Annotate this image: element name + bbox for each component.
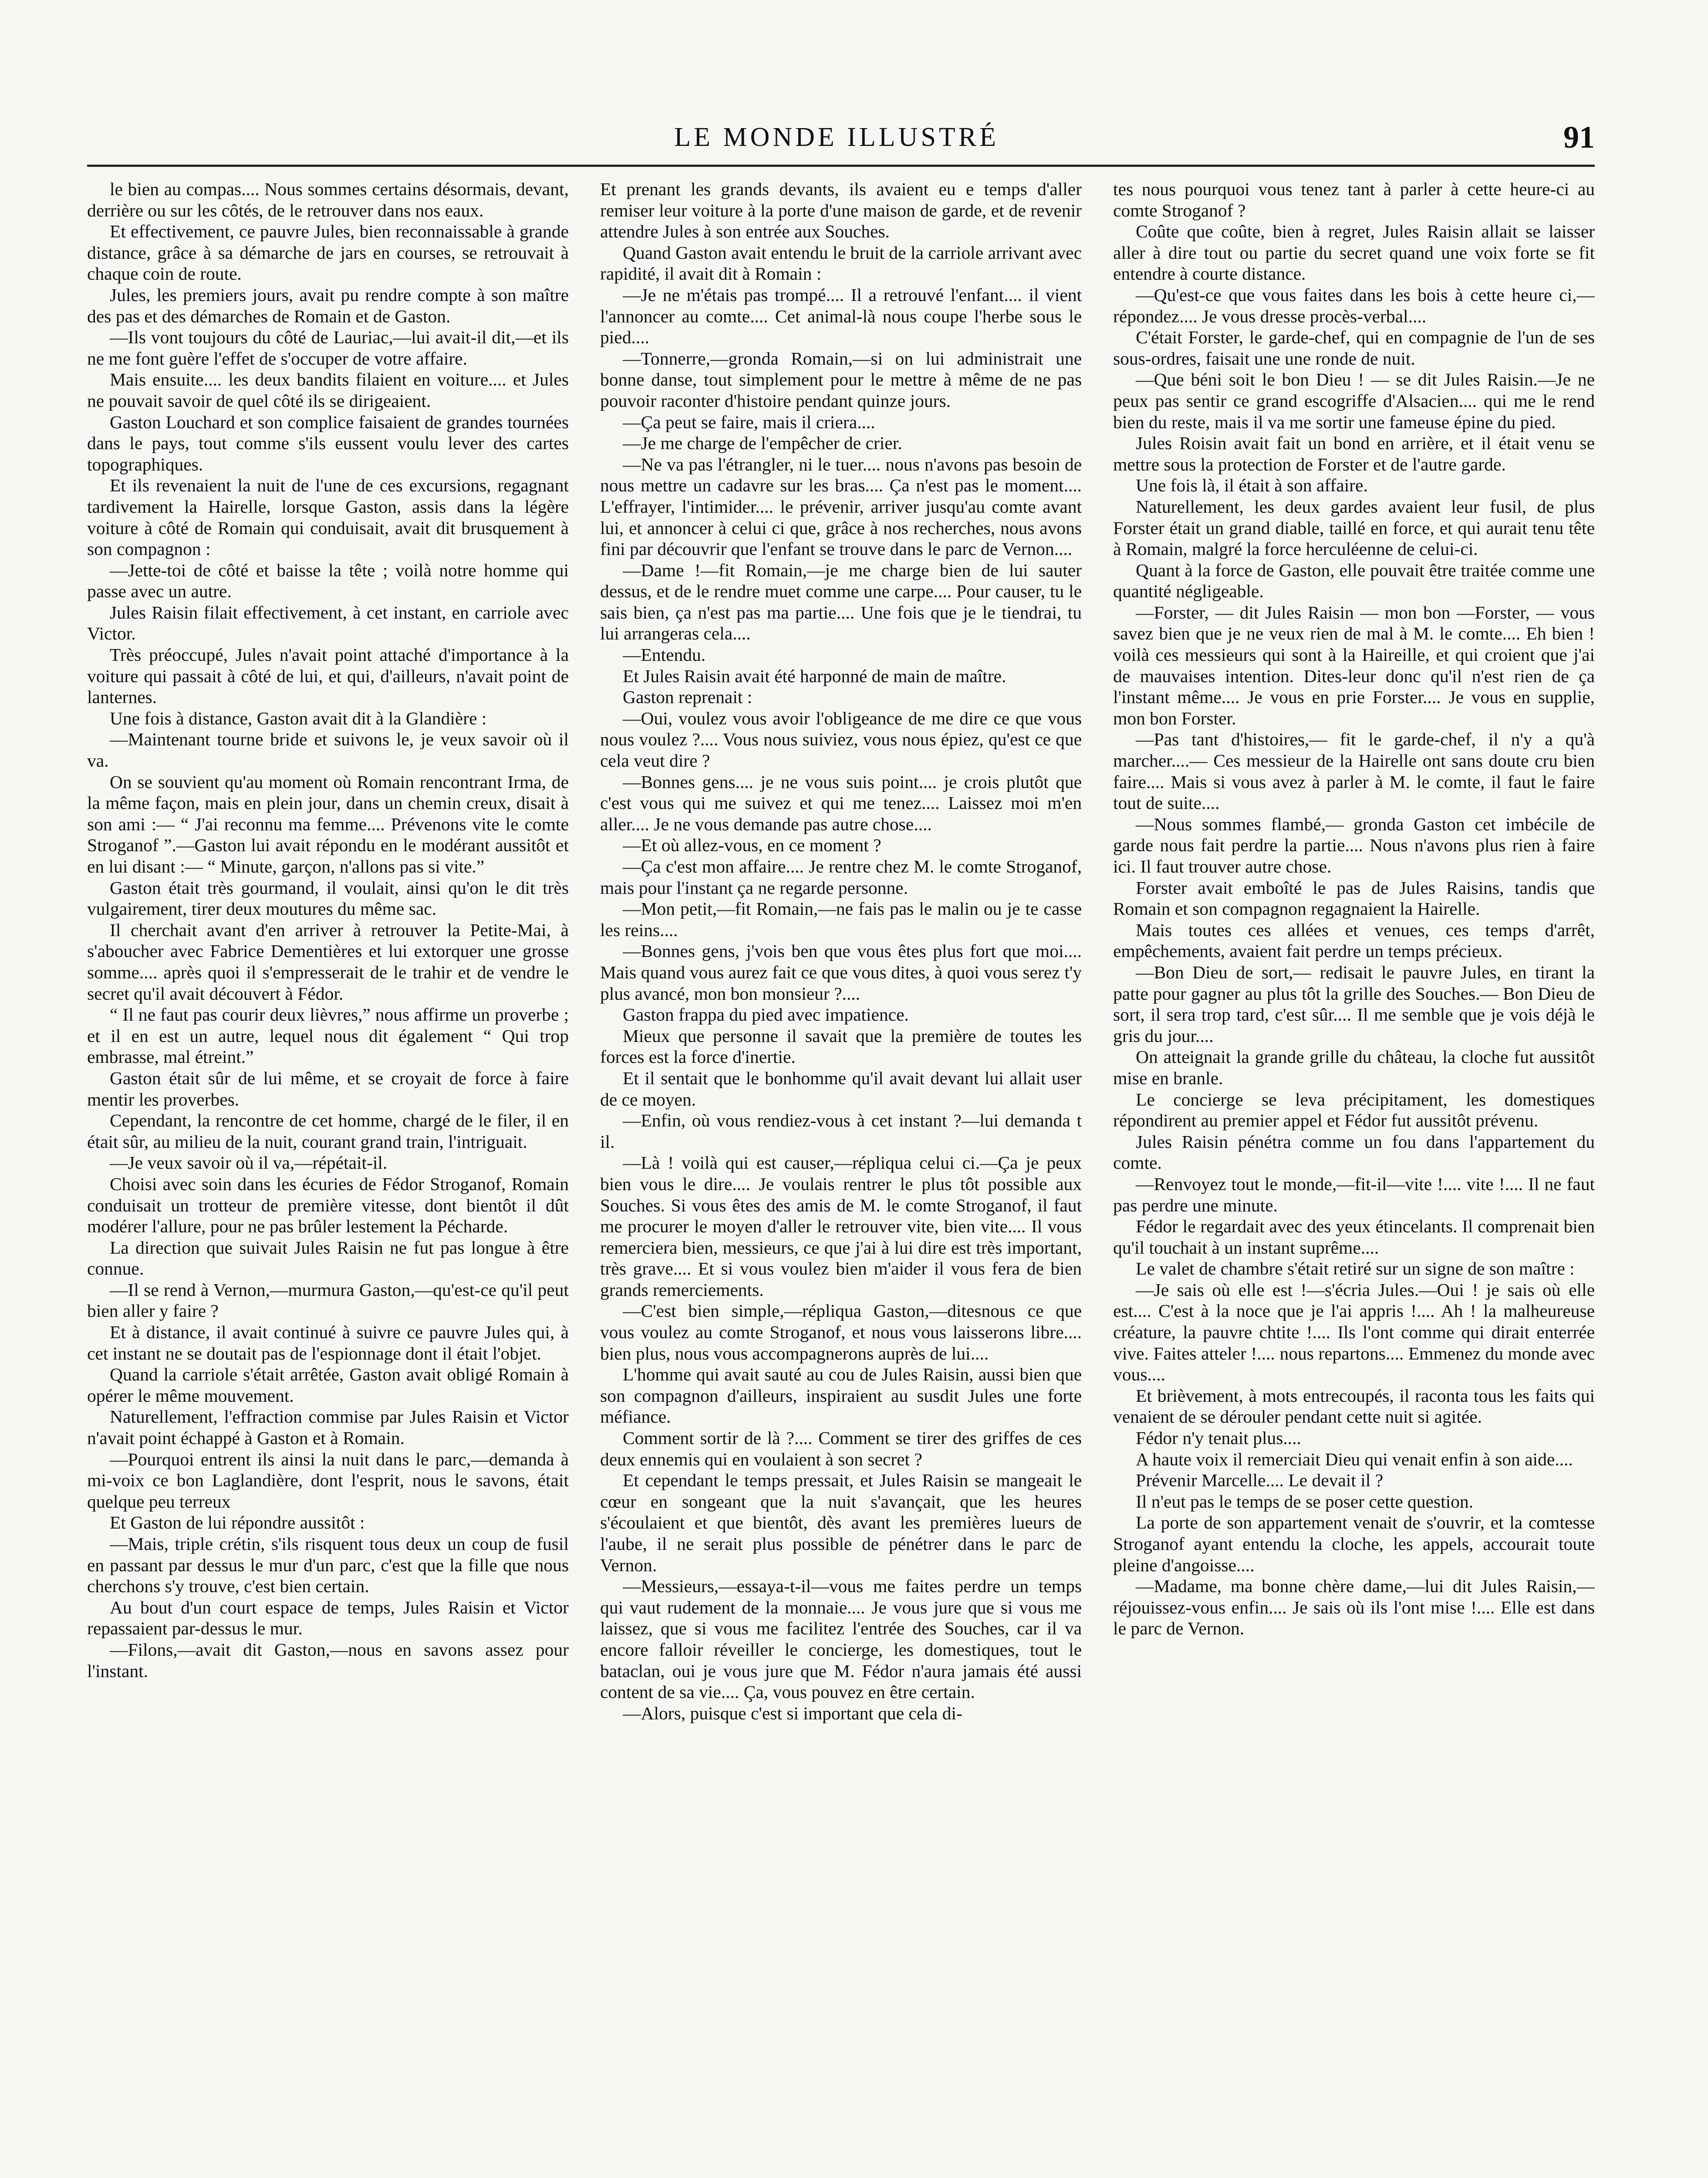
- paragraph: Et Jules Raisin avait été harponné de main de maître.: [623, 666, 1006, 686]
- paragraph: Jules, les premiers jours, avait pu rendre compte à son maître des pas et des démarches de Romain et de Gaston.: [87, 284, 569, 326]
- paragraph: Au bout d'un court espace de temps, Jules Raisin et Victor repassaient par-dessus le mur.: [87, 1597, 569, 1639]
- paragraph: Mais toutes ces allées et venues, ces temps d'arrêt, empêchements, avaient fait perdre un temps précieux.: [1113, 920, 1595, 961]
- paragraph: —Et où allez-vous, en ce moment ?: [623, 835, 881, 856]
- paragraph: Naturellement, l'effraction commise par Jules Raisin et Victor n'avait point échappé à Gaston et à Romain.: [87, 1407, 569, 1448]
- masthead: [78, 122, 1595, 170]
- paragraph: Et Gaston de lui répondre aussitôt :: [110, 1512, 365, 1533]
- paragraph: —Maintenant tourne bride et suivons le, je veux savoir où il va.: [87, 729, 569, 771]
- paragraph: —Filons,—avait dit Gaston,—nous en savons assez pour l'instant.: [87, 1639, 569, 1681]
- paragraph: —Madame, ma bonne chère dame,—lui dit Jules Raisin,—réjouissez-vous enfin.... Je sais où ils l'ont mise !.... Elle est dans le parc de Vernon.: [1113, 1576, 1595, 1639]
- paragraph: —Pourquoi entrent ils ainsi la nuit dans le parc,—demanda à mi-voix ce bon Laglandière, dont l'esprit, nous le savons, était quelque peu terreux: [87, 1449, 569, 1512]
- publication-title: LE MONDE ILLUSTRÉ: [674, 122, 999, 152]
- paragraph: Le valet de chambre s'était retiré sur un signe de son maître :: [1136, 1258, 1575, 1279]
- paragraph: —Enfin, où vous rendiez-vous à cet instant ?—lui demanda t il.: [600, 1110, 1082, 1152]
- paragraph: —Tonnerre,—gronda Romain,—si on lui administrait une bonne danse, tout simplement pour le mettre à même de ne pas pouvoir raconter d'histoire pendant quinze jours.: [600, 348, 1082, 411]
- paragraph: A haute voix il remerciait Dieu qui venait enfin à son aide....: [1136, 1449, 1573, 1469]
- paragraph: Prévenir Marcelle.... Le devait il ?: [1136, 1470, 1384, 1491]
- paragraph: —Je me charge de l'empêcher de crier.: [623, 433, 902, 453]
- column-3: [1113, 179, 1595, 2178]
- paragraph: tes nous pourquoi vous tenez tant à parler à cette heure-ci au comte Stroganof ?: [1113, 179, 1595, 220]
- paragraph: —Je veux savoir où il va,—répétait-il.: [110, 1153, 388, 1173]
- paragraph: Et il sentait que le bonhomme qu'il avait devant lui allait user de ce moyen.: [600, 1068, 1082, 1109]
- paragraph: “ Il ne faut pas courir deux lièvres,” nous affirme un proverbe ; et il en est un autre, lequel nous dit également “ Qui trop embrasse, mal étreint.”: [87, 1004, 569, 1067]
- paragraph: —Ça peut se faire, mais il criera....: [623, 412, 875, 432]
- paragraph: —Là ! voilà qui est causer,—répliqua celui ci.—Ça je peux bien vous le dire.... Je voulais rentrer le plus tôt possible aux Souches. Si vous êtes des amis de M. le comte Stroganof, il faut me procurer le moyen d'aller le retrouver vite, bien vite.... Il vous remerciera bien, messieurs, ce que j'ai à lui dire est très important, très grave.... Et si vous voulez bien m'aider il vous fera de bien grands remerciements.: [600, 1153, 1082, 1300]
- paragraph: —Nous sommes flambé,— gronda Gaston cet imbécile de garde nous fait perdre la partie.... Nous n'avons plus rien à faire ici. Il faut trouver autre chose.: [1113, 814, 1595, 876]
- paragraph: —Que béni soit le bon Dieu ! — se dit Jules Raisin.—Je ne peux pas sentir ce grand escogriffe d'Alsacien.... qui me le rend bien du reste, mais il va me sortir une fameuse épine du pied.: [1113, 369, 1595, 432]
- paragraph: le bien au compas.... Nous sommes certains désormais, devant, derrière ou sur les côtés, de le retrouver dans nos eaux.: [87, 179, 569, 220]
- paragraph: —Qu'est-ce que vous faites dans les bois à cette heure ci,—répondez.... Je vous dresse procès-verbal....: [1113, 284, 1595, 326]
- paragraph: —Jette-toi de côté et baisse la tête ; voilà notre homme qui passe avec un autre.: [87, 560, 569, 602]
- paragraph: —Mais, triple crétin, s'ils risquent tous deux un coup de fusil en passant par dessus le mur d'un parc, c'est que la fille que nous cherchons s'y trouve, c'est bien certain.: [87, 1534, 569, 1596]
- paragraph: L'homme qui avait sauté au cou de Jules Raisin, aussi bien que son compagnon d'ailleurs, inspiraient au susdit Jules une forte méfiance.: [600, 1364, 1082, 1427]
- paragraph: —Ils vont toujours du côté de Lauriac,—lui avait-il dit,—et ils ne me font guère l'effet de s'occuper de votre affaire.: [87, 327, 569, 369]
- paragraph: Et brièvement, à mots entrecoupés, il raconta tous les faits qui venaient de se dérouler pendant cette nuit si agitée.: [1113, 1385, 1595, 1427]
- paragraph: —C'est bien simple,—répliqua Gaston,—ditesnous ce que vous voulez au comte Stroganof, et nous vous laisserons libre.... bien plus, nous vous accompagnerons auprès de lui....: [600, 1301, 1082, 1363]
- paragraph: Le concierge se leva précipitament, les domestiques répondirent au premier appel et Fédor fut aussitôt prévenu.: [1113, 1089, 1595, 1131]
- paragraph: —Je ne m'étais pas trompé.... Il a retrouvé l'enfant.... il vient l'annoncer au comte.... Cet animal-là nous coupe l'herbe sous le pied....: [600, 284, 1082, 348]
- paragraph: Quand la carriole s'était arrêtée, Gaston avait obligé Romain à opérer le même mouvement.: [87, 1364, 569, 1406]
- paragraph: —Renvoyez tout le monde,—fit-il—vite !.... vite !.... Il ne faut pas perdre une minute.: [1113, 1174, 1595, 1215]
- paragraph: —Ne va pas l'étrangler, ni le tuer.... nous n'avons pas besoin de nous mettre un cadavre sur les bras.... Ça n'est pas le moment.... L'effrayer, l'intimider.... le prévenir, arriver jusqu'au comte avant lui, et annoncer à celui ci que, grâce à nos recherches, nous avons fini par découvrir que l'enfant se trouve dans le parc de Vernon....: [600, 454, 1082, 559]
- paragraph: Il n'eut pas le temps de se poser cette question.: [1136, 1491, 1474, 1512]
- paragraph: On atteignait la grande grille du château, la cloche fut aussitôt mise en branle.: [1113, 1047, 1595, 1088]
- header-rule: [87, 165, 1595, 167]
- paragraph: Mais ensuite.... les deux bandits filaient en voiture.... et Jules ne pouvait savoir de quel côté ils se dirigeaient.: [87, 369, 569, 411]
- paragraph: Très préoccupé, Jules n'avait point attaché d'importance à la voiture qui passait à côté de lui, et qui, d'ailleurs, n'avait point de lanternes.: [87, 645, 569, 707]
- paragraph: Comment sortir de là ?.... Comment se tirer des griffes de ces deux ennemis qui en voulaient à son secret ?: [600, 1428, 1082, 1469]
- paragraph: —Il se rend à Vernon,—murmura Gaston,—qu'est-ce qu'il peut bien aller y faire ?: [87, 1279, 569, 1321]
- paragraph: Naturellement, les deux gardes avaient leur fusil, de plus Forster était un grand diable, taillé en force, et qui aurait tenu tête à Romain, malgré la force herculéenne de celui-ci.: [1113, 496, 1595, 559]
- paragraph: —Bonnes gens.... je ne vous suis point.... je crois plutôt que c'est vous qui me suivez et qui me tenez.... Laissez moi m'en aller.... Je ne vous demande pas autre chose....: [600, 771, 1082, 834]
- paragraph: —Oui, voulez vous avoir l'obligeance de me dire ce que vous nous voulez ?.... Vous nous suiviez, vous nous épiez, qu'est ce que cela veut dire ?: [600, 708, 1082, 771]
- paragraph: Gaston frappa du pied avec impatience.: [623, 1004, 909, 1025]
- paragraph: Forster avait emboîté le pas de Jules Raisins, tandis que Romain et son compagnon regagnaient la Hairelle.: [1113, 877, 1595, 919]
- paragraph: —Ça c'est mon affaire.... Je rentre chez M. le comte Stroganof, mais pour l'instant ça ne regarde personne.: [600, 856, 1082, 898]
- paragraph: Cependant, la rencontre de cet homme, chargé de le filer, il en était sûr, au milieu de la nuit, courant grand train, l'intriguait.: [87, 1110, 569, 1152]
- paragraph: Jules Raisin pénétra comme un fou dans l'appartement du comte.: [1113, 1131, 1595, 1173]
- paragraph: —Dame !—fit Romain,—je me charge bien de lui sauter dessus, et de le rendre muet comme une carpe.... Pour causer, tu le sais bien, ça n'est pas ma partie.... Une fois que je le tiendrai, tu lui arrangeras cela....: [600, 560, 1082, 644]
- paragraph: —Forster, — dit Jules Raisin — mon bon —Forster, — vous savez bien que je ne veux rien de mal à M. le comte.... Eh bien ! voilà ces messieurs qui sont à la Haireille, et qui croient que j'ai de mauvaises intention. Dites-leur donc qu'il n'est rien de ça l'instant même.... Je vous en prie Forster.... Je vous en supplie, mon bon Forster.: [1113, 602, 1595, 728]
- paragraph: Et cependant le temps pressait, et Jules Raisin se mangeait le cœur en songeant que la nuit s'avançait, que les heures s'écoulaient et que bientôt, dès avant les premières lueurs de l'aube, il ne serait plus possible de pénétrer dans le parc de Vernon.: [600, 1470, 1082, 1575]
- paragraph: Et prenant les grands devants, ils avaient eu e temps d'aller remiser leur voiture à la porte d'une maison de garde, et de revenir attendre Jules à son entrée aux Souches.: [600, 179, 1082, 242]
- paragraph: On se souvient qu'au moment où Romain rencontrant Irma, de la même façon, mais en plein jour, dans un chemin creux, disait à son ami :— “ J'ai reconnu ma femme.... Prévenons vite le comte Stroganof ”.—Gaston lui avait répondu en le modérant aussitôt et en lui disant :— “ Minute, garçon, n'allons pas si vite.”: [87, 771, 569, 876]
- paragraph: Et ils revenaient la nuit de l'une de ces excursions, regagnant tardivement la Hairelle, lorsque Gaston, assis dans la légère voiture à côté de Romain qui conduisait, avait dit brusquement à son compagnon :: [87, 475, 569, 559]
- paragraph: Gaston était très gourmand, il voulait, ainsi qu'on le dit très vulgairement, tirer deux moutures du même sac.: [87, 877, 569, 919]
- paragraph: Fédor le regardait avec des yeux étincelants. Il comprenait bien qu'il touchait à un instant suprême....: [1113, 1216, 1595, 1258]
- text-columns: [87, 179, 1595, 2178]
- column-2: [600, 179, 1082, 2178]
- paragraph: Gaston reprenait :: [623, 687, 753, 707]
- paragraph: —Messieurs,—essaya-t-il—vous me faites perdre un temps qui vaut rudement de la monnaie.... Je vous jure que si vous me laissez, que si vous me facilitez l'entrée des Souches, car il va encore falloir réveiller le concierge, les domestiques, tout le bataclan, oui je vous jure que M. Fédor n'aura jamais été aussi content de sa vie.... Ça, vous pouvez en être certain.: [600, 1576, 1082, 1702]
- paragraph: —Je sais où elle est !—s'écria Jules.—Oui ! je sais où elle est.... C'est à la noce que je l'ai appris !.... Ah ! la malheureuse créature, la pauvre chtite !.... Ils l'ont comme qui dirait enterrée vive. Faites atteler !.... nous repartons.... Emmenez du monde avec vous....: [1113, 1279, 1595, 1385]
- paragraph: —Mon petit,—fit Romain,—ne fais pas le malin ou je te casse les reins....: [600, 899, 1082, 940]
- paragraph: Quant à la force de Gaston, elle pouvait être traitée comme une quantité négligeable.: [1113, 560, 1595, 602]
- paragraph: Coûte que coûte, bien à regret, Jules Raisin allait se laisser aller à dire tout ou partie du secret quand une voix forte se fit entendre à courte distance.: [1113, 221, 1595, 284]
- paragraph: Et à distance, il avait continué à suivre ce pauvre Jules qui, à cet instant ne se doutait pas de l'espionnage dont il était l'objet.: [87, 1322, 569, 1363]
- paragraph: La direction que suivait Jules Raisin ne fut pas longue à être connue.: [87, 1237, 569, 1279]
- paragraph: Choisi avec soin dans les écuries de Fédor Stroganof, Romain conduisait un trotteur de première vitesse, dont bientôt il dût modérer l'allure, pour ne pas brûler lestement la Pécharde.: [87, 1174, 569, 1237]
- paragraph: Une fois là, il était à son affaire.: [1136, 475, 1368, 496]
- paragraph: Il cherchait avant d'en arriver à retrouver la Petite-Mai, à s'aboucher avec Fabrice Dementières et lui extorquer une grosse somme.... après quoi il s'empresserait de le trahir et de vendre le secret qu'il avait découvert à Fédor.: [87, 920, 569, 1004]
- paragraph: Et effectivement, ce pauvre Jules, bien reconnaissable à grande distance, grâce à sa démarche de jars en courses, se retrouvait à chaque coin de route.: [87, 221, 569, 284]
- paragraph: C'était Forster, le garde-chef, qui en compagnie de l'un de ses sous-ordres, faisait une une ronde de nuit.: [1113, 327, 1595, 369]
- paragraph: Fédor n'y tenait plus....: [1136, 1428, 1301, 1448]
- paragraph: Jules Raisin filait effectivement, à cet instant, en carriole avec Victor.: [87, 602, 569, 644]
- paragraph: —Entendu.: [623, 645, 706, 665]
- paragraph: Quand Gaston avait entendu le bruit de la carriole arrivant avec rapidité, il avait dit à Romain :: [600, 242, 1082, 284]
- page-number: 91: [1563, 120, 1595, 155]
- paragraph: —Pas tant d'histoires,— fit le garde-chef, il n'y a qu'à marcher....— Ces messieur de la Hairelle ont sans doute cru bien faire.... Mais si vous avez à parler à M. le comte, il faut le faire tout de suite....: [1113, 729, 1595, 813]
- paragraph: Mieux que personne il savait que la première de toutes les forces est la force d'inertie.: [600, 1025, 1082, 1067]
- paragraph: —Bonnes gens, j'vois ben que vous êtes plus fort que moi.... Mais quand vous aurez fait ce que vous dites, à quoi vous serez t'y plus avancé, mon bon monsieur ?....: [600, 941, 1082, 1004]
- paragraph: La porte de son appartement venait de s'ouvrir, et la comtesse Stroganof ayant entendu la cloche, les appels, accourait toute pleine d'angoisse....: [1113, 1512, 1595, 1575]
- paragraph: Gaston Louchard et son complice faisaient de grandes tournées dans le pays, tout comme s'ils eussent voulu lever des cartes topographiques.: [87, 412, 569, 474]
- paragraph: —Bon Dieu de sort,— redisait le pauvre Jules, en tirant la patte pour gagner au plus tôt la grille des Souches.— Bon Dieu de sort, il sera trop tard, c'est sûr.... Il me semble que je vois déjà le gris du jour....: [1113, 962, 1595, 1046]
- column-1: [87, 179, 569, 2178]
- paragraph: —Alors, puisque c'est si important que cela di-: [623, 1703, 962, 1723]
- paragraph: Jules Roisin avait fait un bond en arrière, et il était venu se mettre sous la protection de Forster et de l'autre garde.: [1113, 433, 1595, 474]
- paragraph: Gaston était sûr de lui même, et se croyait de force à faire mentir les proverbes.: [87, 1068, 569, 1109]
- paragraph: Une fois à distance, Gaston avait dit à la Glandière :: [110, 708, 487, 728]
